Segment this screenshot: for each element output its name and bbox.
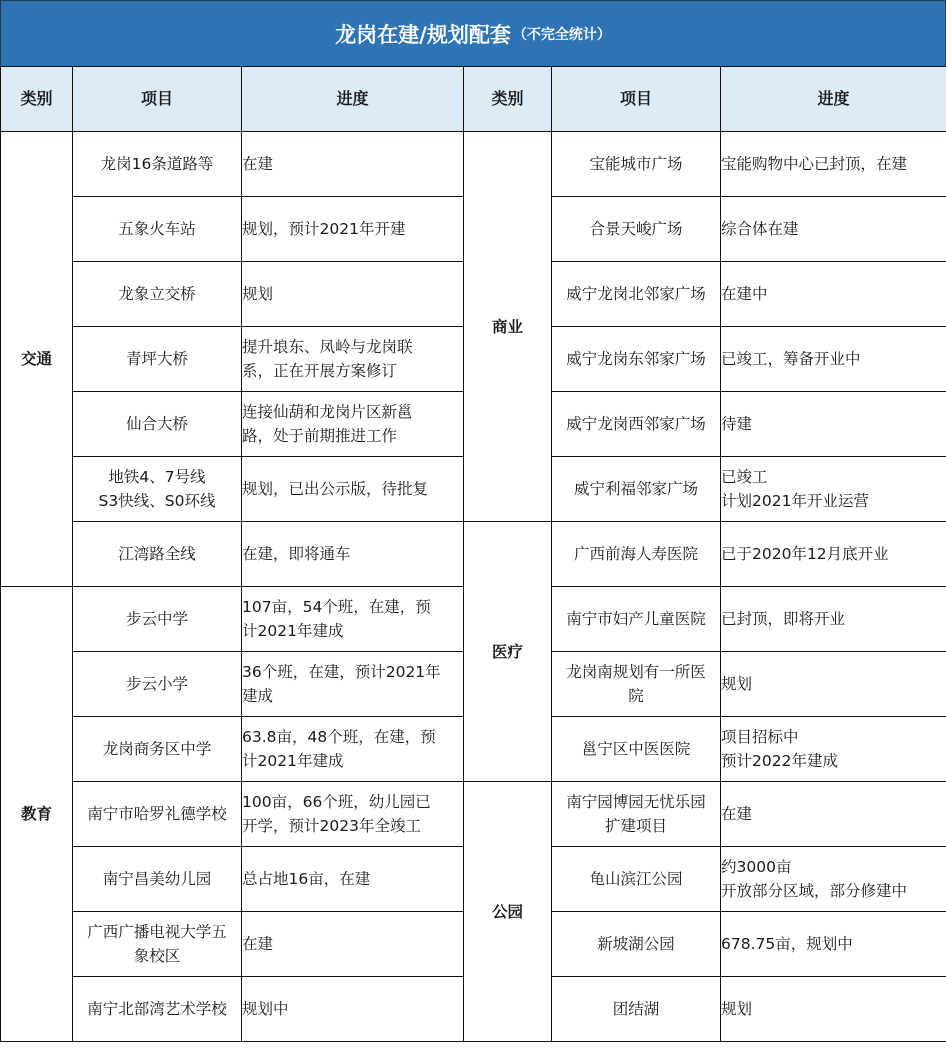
project-cell [73, 977, 242, 1042]
cell-text-line: 系，正在开展方案修订 [242, 362, 398, 380]
header-category-right: 类别 [464, 67, 552, 132]
cell-text-line: 在建，即将通车 [242, 545, 351, 563]
table-body [1, 132, 946, 1042]
cell-text-line: 龙象立交桥 [118, 285, 196, 303]
progress-cell [721, 132, 946, 197]
cell-text-line: 邕宁区中医医院 [581, 740, 691, 758]
progress-cell [242, 262, 464, 327]
cell-text-line: 提升埌东、凤岭与龙岗联 [242, 338, 413, 356]
project-cell [73, 717, 242, 782]
cell-text-line: 已竣工，筹备开业中 [721, 350, 861, 368]
project-cell [552, 717, 721, 782]
progress-cell [242, 327, 464, 392]
cell-text-line: 在建 [242, 155, 274, 173]
cell-text-line: 开学，预计2023年全竣工 [242, 817, 421, 835]
cell-text-line: 南宁北部湾艺术学校 [87, 1000, 227, 1018]
header-item-right: 项目 [552, 67, 721, 132]
cell-text-line: 合景天峻广场 [589, 220, 683, 238]
cell-text-line: 已封顶，即将开业 [721, 610, 846, 628]
cell-text-line: 计2021年建成 [242, 622, 344, 640]
header-progress-right: 进度 [721, 67, 946, 132]
project-cell [73, 327, 242, 392]
cell-text-line: 路，处于前期推进工作 [242, 427, 398, 445]
cell-text-line: 南宁市哈罗礼德学校 [87, 805, 227, 823]
cell-text-line: 规划 [721, 1000, 753, 1018]
progress-cell [721, 197, 946, 262]
progress-cell [721, 457, 946, 522]
progress-cell [721, 977, 946, 1042]
cell-text-line: 宝能购物中心已封顶，在建 [721, 155, 908, 173]
cell-text-line: 规划，已出公示版，待批复 [242, 480, 429, 498]
cell-text-line: 龙岗南规划有一所医 [566, 663, 706, 681]
progress-cell [721, 587, 946, 652]
table-title-bar [0, 0, 946, 67]
cell-text-line: 开放部分区域，部分修建中 [721, 882, 908, 900]
cell-text-line: S3快线、S0环线 [98, 492, 216, 510]
cell-text-line: 107亩，54个班，在建，预 [242, 598, 431, 616]
progress-cell [242, 392, 464, 457]
progress-cell [242, 652, 464, 717]
progress-cell [721, 782, 946, 847]
cell-text-line: 龟山滨江公园 [589, 870, 683, 888]
progress-cell [721, 912, 946, 977]
table-subtitle: （不完全统计） [512, 26, 611, 43]
project-cell [552, 392, 721, 457]
header-category-left: 类别 [1, 67, 73, 132]
progress-cell [721, 652, 946, 717]
cell-text-line: 综合体在建 [721, 220, 799, 238]
table-row [1, 782, 946, 847]
cell-text-line: 威宁利福邻家广场 [573, 480, 698, 498]
progress-cell [242, 847, 464, 912]
project-cell [73, 912, 242, 977]
cell-text-line: 象校区 [133, 947, 181, 965]
cell-text-line: 100亩，66个班，幼儿园已 [242, 793, 431, 811]
facilities-table [0, 66, 946, 1042]
cell-text-line: 在建 [721, 805, 753, 823]
cell-text-line: 规划，预计2021年开建 [242, 220, 406, 238]
header-row [1, 67, 946, 132]
cell-text-line: 广西广播电视大学五 [87, 923, 227, 941]
project-cell [552, 197, 721, 262]
cell-text-line: 在建中 [721, 285, 768, 303]
cell-text-line: 总占地16亩，在建 [242, 870, 371, 888]
cell-text-line: 步云中学 [125, 610, 188, 628]
cell-text-line: 南宁昌美幼儿园 [102, 870, 212, 888]
cell-text-line: 广西前海人寿医院 [573, 545, 698, 563]
header-progress-left: 进度 [242, 67, 464, 132]
cell-text-line: 青坪大桥 [125, 350, 188, 368]
progress-cell [242, 782, 464, 847]
cell-text-line: 计划2021年开业运营 [721, 492, 869, 510]
cell-text-line: 龙岗商务区中学 [102, 740, 212, 758]
cell-text-line: 威宁龙岗北邻家广场 [566, 285, 706, 303]
cell-text-line: 建成 [242, 687, 274, 705]
project-cell [552, 912, 721, 977]
cell-text-line: 约3000亩 [721, 858, 792, 876]
cell-text-line: 南宁市妇产儿童医院 [566, 610, 706, 628]
cell-text-line: 威宁龙岗西邻家广场 [566, 415, 706, 433]
cell-text-line: 步云小学 [125, 675, 188, 693]
project-cell [552, 782, 721, 847]
cell-text-line: 规划 [721, 675, 753, 693]
progress-cell [721, 392, 946, 457]
project-cell [552, 522, 721, 587]
cell-text-line: 项目招标中 [721, 728, 799, 746]
project-cell [73, 847, 242, 912]
progress-cell [721, 327, 946, 392]
progress-cell [721, 522, 946, 587]
category-cell: 医疗 [464, 522, 552, 782]
progress-cell [721, 717, 946, 782]
progress-cell [721, 847, 946, 912]
project-cell [552, 327, 721, 392]
cell-text-line: 已竣工 [721, 468, 768, 486]
cell-text-line: 已于2020年12月底开业 [721, 545, 889, 563]
progress-cell [242, 522, 464, 587]
table-row [1, 132, 946, 197]
cell-text-line: 威宁龙岗东邻家广场 [566, 350, 706, 368]
cell-text-line: 36个班，在建，预计2021年 [242, 663, 441, 681]
cell-text-line: 五象火车站 [118, 220, 196, 238]
project-cell [73, 652, 242, 717]
progress-cell [242, 587, 464, 652]
project-cell [552, 132, 721, 197]
progress-cell [242, 457, 464, 522]
cell-text-line: 在建 [242, 935, 274, 953]
cell-text-line: 院 [628, 687, 644, 705]
header-item-left: 项目 [73, 67, 242, 132]
cell-text-line: 宝能城市广场 [589, 155, 683, 173]
cell-text-line: 规划中 [242, 1000, 289, 1018]
cell-text-line: 团结湖 [612, 1000, 660, 1018]
project-cell [552, 262, 721, 327]
progress-cell [721, 262, 946, 327]
cell-text-line: 规划 [242, 285, 274, 303]
project-cell [552, 457, 721, 522]
cell-text-line: 江湾路全线 [118, 545, 196, 563]
project-cell [73, 197, 242, 262]
cell-text-line: 计2021年建成 [242, 752, 344, 770]
cell-text-line: 63.8亩，48个班，在建，预 [242, 728, 436, 746]
table-title: 龙岗在建/规划配套 [335, 22, 511, 47]
project-cell [552, 977, 721, 1042]
project-cell [73, 522, 242, 587]
cell-text-line: 新坡湖公园 [597, 935, 675, 953]
progress-cell [242, 977, 464, 1042]
category-cell: 教育 [1, 587, 73, 1042]
progress-cell [242, 132, 464, 197]
category-cell: 商业 [464, 132, 552, 522]
project-cell [73, 392, 242, 457]
cell-text-line: 仙合大桥 [125, 415, 188, 433]
cell-text-line: 地铁4、7号线 [108, 468, 206, 486]
category-cell: 公园 [464, 782, 552, 1042]
project-cell [73, 457, 242, 522]
progress-cell [242, 912, 464, 977]
progress-cell [242, 197, 464, 262]
project-cell [73, 262, 242, 327]
progress-cell [242, 717, 464, 782]
project-cell [73, 587, 242, 652]
project-cell [552, 652, 721, 717]
category-cell: 交通 [1, 132, 73, 587]
cell-text-line: 预计2022年建成 [721, 752, 838, 770]
cell-text-line: 龙岗16条道路等 [100, 155, 214, 173]
table-row [1, 522, 946, 587]
cell-text-line: 连接仙葫和龙岗片区新邕 [242, 403, 413, 421]
project-cell [73, 132, 242, 197]
project-cell [552, 587, 721, 652]
cell-text-line: 678.75亩，规划中 [721, 935, 853, 953]
cell-text-line: 扩建项目 [604, 817, 667, 835]
project-cell [552, 847, 721, 912]
cell-text-line: 待建 [721, 415, 753, 433]
project-cell [73, 782, 242, 847]
cell-text-line: 南宁园博园无忧乐园 [566, 793, 706, 811]
